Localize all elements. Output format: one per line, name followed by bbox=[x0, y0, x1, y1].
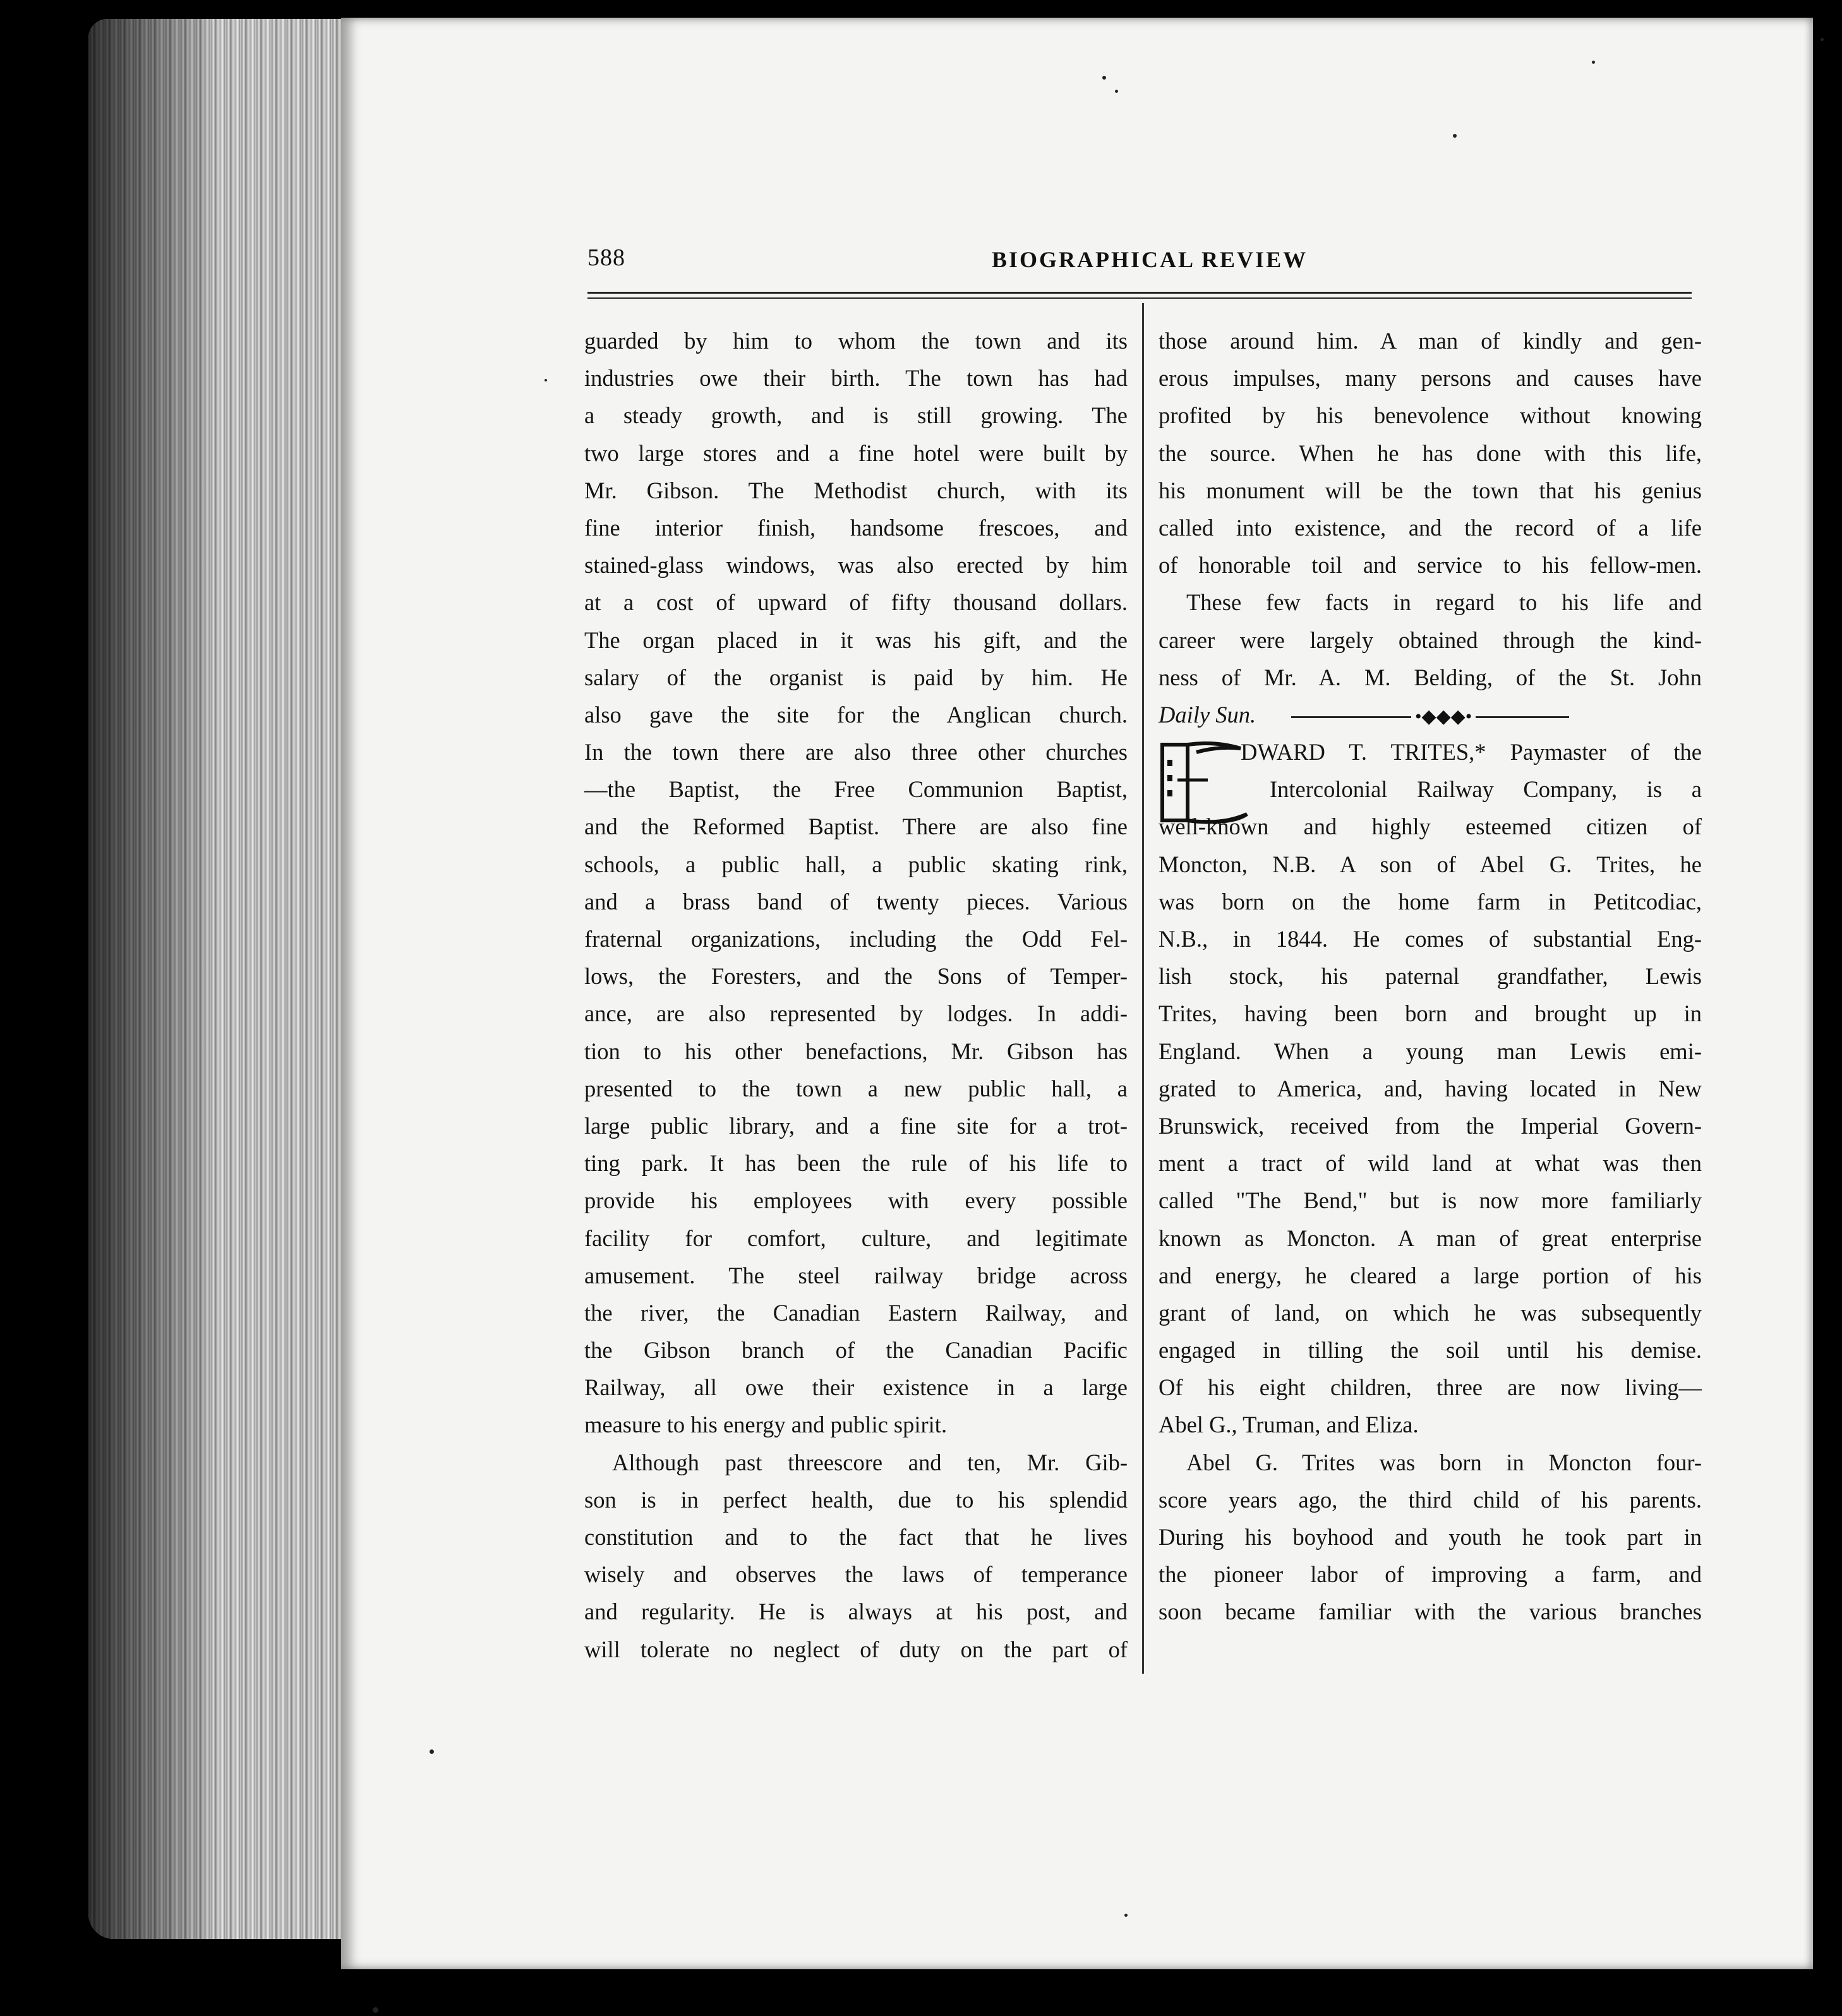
column-divider bbox=[1142, 303, 1144, 1674]
text-line: erous impulses, many persons and causes have bbox=[1159, 365, 1702, 392]
text-line: facility for comfort, culture, and legitimate bbox=[584, 1225, 1128, 1251]
page-number: 588 bbox=[587, 244, 625, 271]
text-line: known as Moncton. A man of great enterprise bbox=[1159, 1225, 1702, 1251]
text-line: well-known and highly esteemed citizen of bbox=[1159, 813, 1702, 840]
book-edge-shadow bbox=[88, 19, 208, 1939]
left-column bbox=[584, 322, 1128, 1668]
drop-cap bbox=[1159, 738, 1253, 827]
right-column bbox=[1159, 322, 1702, 1631]
text-line: was born on the home farm in Petitcodiac, bbox=[1159, 888, 1702, 915]
text-line: career were largely obtained through the kind- bbox=[1159, 627, 1702, 653]
running-head: BIOGRAPHICAL REVIEW bbox=[992, 247, 1308, 272]
text-line: fine interior finish, handsome frescoes, and bbox=[584, 514, 1128, 541]
text-line: soon became familiar with the various branches bbox=[1159, 1599, 1702, 1625]
text-line: Intercolonial Railway Company, is a bbox=[1270, 776, 1702, 803]
text-line: England. When a young man Lewis emi- bbox=[1159, 1038, 1702, 1064]
text-line: lish stock, his paternal grandfather, Lewis bbox=[1159, 963, 1702, 990]
text-line: —the Baptist, the Free Communion Baptist, bbox=[584, 776, 1128, 803]
text-line: guarded by him to whom the town and its bbox=[584, 328, 1128, 354]
text-line: and a brass band of twenty pieces. Various bbox=[584, 888, 1128, 915]
text-line: called "The Bend," but is now more familiarly bbox=[1159, 1187, 1702, 1214]
text-line: a steady growth, and is still growing. The bbox=[584, 402, 1128, 429]
text-line: Railway, all owe their existence in a large bbox=[584, 1374, 1128, 1401]
text-line: Abel G. Trites was born in Moncton four- bbox=[1186, 1449, 1702, 1475]
header-rule-bottom bbox=[587, 297, 1692, 299]
text-line: Mr. Gibson. The Methodist church, with its bbox=[584, 477, 1128, 503]
text-line: wisely and observes the laws of temperance bbox=[584, 1561, 1128, 1588]
text-line: salary of the organist is paid by him. He bbox=[584, 664, 1128, 690]
text-line: and regularity. He is always at his post, and bbox=[584, 1599, 1128, 1625]
text-line: will tolerate no neglect of duty on the part of bbox=[584, 1636, 1128, 1662]
text-line: industries owe their birth. The town has had bbox=[584, 365, 1128, 392]
text-line: ting park. It has been the rule of his life to bbox=[584, 1150, 1128, 1177]
text-line: N.B., in 1844. He comes of substantial Eng- bbox=[1159, 926, 1702, 952]
text-line: the pioneer labor of improving a farm, and bbox=[1159, 1561, 1702, 1588]
text-line: Of his eight children, three are now living— bbox=[1159, 1374, 1702, 1401]
text-line: amusement. The steel railway bridge across bbox=[584, 1262, 1128, 1288]
text-line: of honorable toil and service to his fellow-men. bbox=[1159, 552, 1702, 579]
text-line: also gave the site for the Anglican church. bbox=[584, 701, 1128, 728]
text-line: Although past threescore and ten, Mr. Gib- bbox=[612, 1449, 1128, 1475]
text-line: The organ placed in it was his gift, and the bbox=[584, 627, 1128, 653]
text-line: These few facts in regard to his life and bbox=[1186, 589, 1702, 616]
text-line: Trites, having been born and brought up in bbox=[1159, 1000, 1702, 1027]
text-line: called into existence, and the record of a life bbox=[1159, 514, 1702, 541]
text-line: constitution and to the fact that he lives bbox=[584, 1524, 1128, 1550]
separator-ornament: •◆◆◆• bbox=[1411, 707, 1476, 726]
text-line: at a cost of upward of fifty thousand dollars. bbox=[584, 589, 1128, 616]
newspaper-title: Daily Sun. bbox=[1159, 701, 1256, 728]
text-line: grant of land, on which he was subsequently bbox=[1159, 1299, 1702, 1326]
text-line: DWARD T. TRITES,* Paymaster of the bbox=[1241, 739, 1702, 765]
biography-entry bbox=[1159, 733, 1702, 1444]
text-line: measure to his energy and public spirit. bbox=[584, 1412, 948, 1438]
text-line: those around him. A man of kindly and gen- bbox=[1159, 328, 1702, 354]
text-line: large public library, and a fine site for a trot- bbox=[584, 1112, 1128, 1139]
text-line: ment a tract of wild land at what was then bbox=[1159, 1150, 1702, 1177]
text-line: presented to the town a new public hall, a bbox=[584, 1075, 1128, 1101]
section-separator bbox=[1159, 696, 1702, 733]
text-line: Moncton, N.B. A son of Abel G. Trites, he bbox=[1159, 851, 1702, 877]
text-line: schools, a public hall, a public skating rink, bbox=[584, 851, 1128, 877]
text-line: ance, are also represented by lodges. In addi- bbox=[584, 1000, 1128, 1027]
text-line: Abel G., Truman, and Eliza. bbox=[1159, 1412, 1419, 1438]
text-line: Brunswick, received from the Imperial Govern- bbox=[1159, 1112, 1702, 1139]
page-header bbox=[587, 244, 1690, 282]
text-line: ness of Mr. A. M. Belding, of the St. John bbox=[1159, 664, 1702, 690]
text-line: the Gibson branch of the Canadian Pacific bbox=[584, 1337, 1128, 1364]
text-line: his monument will be the town that his genius bbox=[1159, 477, 1702, 503]
text-line: and energy, he cleared a large portion of his bbox=[1159, 1262, 1702, 1288]
text-line: lows, the Foresters, and the Sons of Temper- bbox=[584, 963, 1128, 990]
text-line: profited by his benevolence without knowing bbox=[1159, 402, 1702, 429]
text-line: engaged in tilling the soil until his demise. bbox=[1159, 1337, 1702, 1364]
header-rule-top bbox=[587, 292, 1692, 294]
text-line: In the town there are also three other churches bbox=[584, 739, 1128, 765]
text-line: and the Reformed Baptist. There are also fine bbox=[584, 813, 1128, 840]
text-line: two large stores and a fine hotel were built by bbox=[584, 440, 1128, 466]
text-line: the river, the Canadian Eastern Railway, and bbox=[584, 1299, 1128, 1326]
text-line: son is in perfect health, due to his splendid bbox=[584, 1486, 1128, 1513]
text-line: provide his employees with every possible bbox=[584, 1187, 1128, 1214]
text-line: stained-glass windows, was also erected by him bbox=[584, 552, 1128, 579]
drop-cap-e-icon bbox=[1159, 738, 1253, 827]
text-line: During his boyhood and youth he took part in bbox=[1159, 1524, 1702, 1550]
text-line: fraternal organizations, including the Odd Fel- bbox=[584, 926, 1128, 952]
text-line: score years ago, the third child of his parents. bbox=[1159, 1486, 1702, 1513]
text-line: grated to America, and, having located in New bbox=[1159, 1075, 1702, 1101]
text-line: the source. When he has done with this life, bbox=[1159, 440, 1702, 466]
text-line: tion to his other benefactions, Mr. Gibson has bbox=[584, 1038, 1128, 1064]
